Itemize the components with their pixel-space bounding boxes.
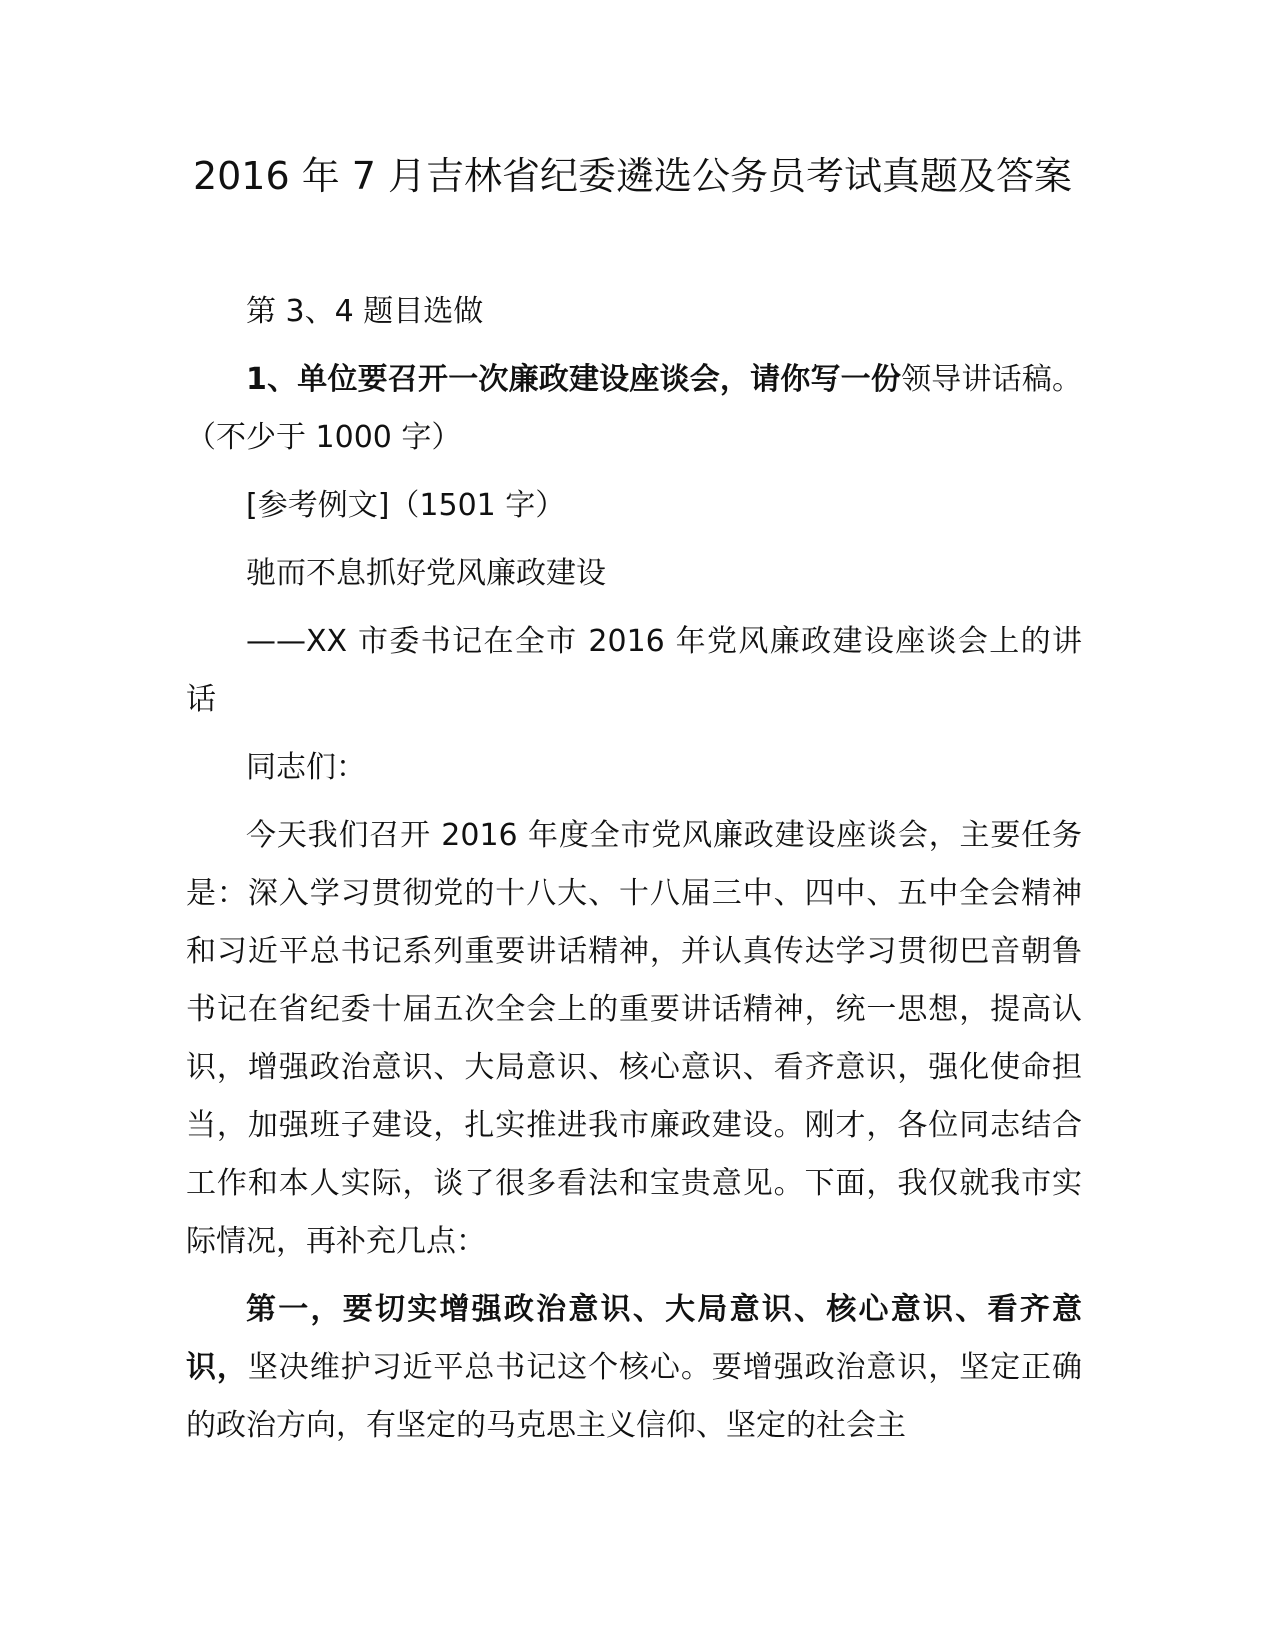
question-rest: 领导讲话稿。（不少于 1000 字） xyxy=(186,362,1083,455)
paragraph-question xyxy=(186,351,1082,467)
first-point-lead: 第一，要切实增强政治意识、大局意识、核心意识、看齐意识， xyxy=(186,1292,1082,1385)
speech-title: 驰而不息抓好党风廉政建设 xyxy=(246,556,606,591)
speech-paragraph-first xyxy=(186,1281,1082,1455)
question-lead: 1、单位要召开一次廉政建设座谈会，请你写一份 xyxy=(246,362,902,397)
paragraph-reference: [参考例文]（1501 字） xyxy=(246,488,566,523)
paragraph-note: 第 3、4 题目选做 xyxy=(246,294,484,329)
speech-salutation: 同志们： xyxy=(246,750,366,785)
document-title: 2016 年 7 月吉林省纪委遴选公务员考试真题及答案 xyxy=(192,154,1073,198)
first-point-rest: 坚决维护习近平总书记这个核心。要增强政治意识，坚定正确的政治方向，有坚定的马克思主义信仰、坚定的社会主 xyxy=(186,1350,1083,1443)
speech-paragraph-intro: 今天我们召开 2016 年度全市党风廉政建设座谈会，主要任务是：深入学习贯彻党的十八大、十八届三中、四中、五中全会精神和习近平总书记系列重要讲话精神，并认真传达学习贯彻巴音朝鲁书记在省纪委十届五次全会上的重要讲话精神，统一思想，提高认识，增强政治意识、大局意识、核心意识、看齐意识，强化使命担当，加强班子建设，扎实推进我市廉政建设。刚才，各位同志结合工作和本人实际，谈了很多看法和宝贵意见。下面，我仅就我市实际情况，再补充几点： xyxy=(186,818,1082,1259)
speech-subtitle: ——XX 市委书记在全市 2016 年党风廉政建设座谈会上的讲话 xyxy=(186,624,1082,717)
document-body xyxy=(186,283,1082,1465)
